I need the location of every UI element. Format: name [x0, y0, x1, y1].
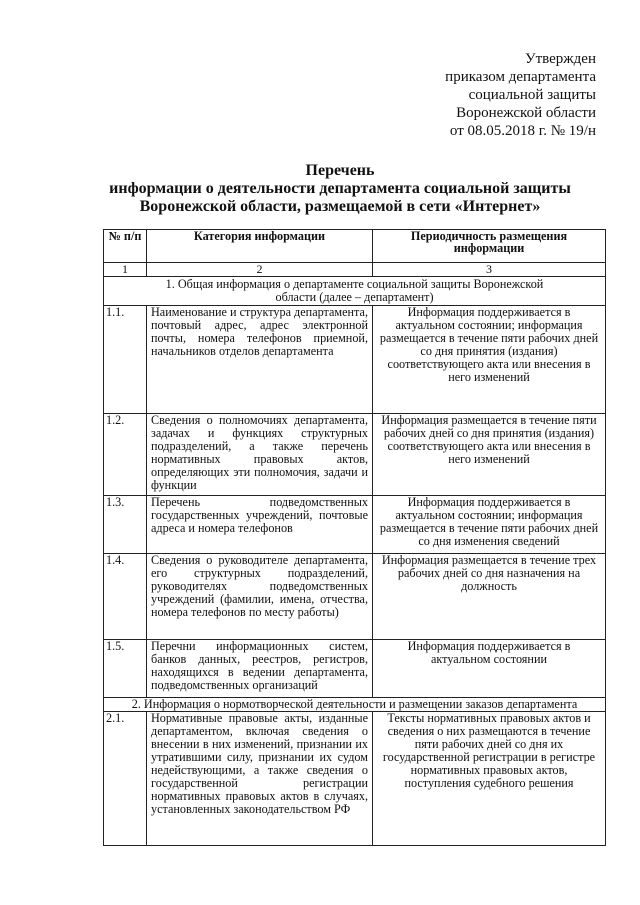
approval-line: Утвержден [524, 51, 596, 67]
approval-line: Воронежской области [456, 105, 596, 121]
row-number: 2.1. [104, 712, 147, 846]
row-periodicity: Информация поддерживается в актуальном состоянии; информация размещается в течение пяти рабочих дней со дня изменения сведений [373, 496, 606, 554]
table-row [104, 712, 606, 846]
row-number: 1.3. [104, 496, 147, 554]
row-category: Нормативные правовые акты, изданные департаментом, включая сведения о внесении в них изменений, признании их утратившими силу, признании их судом недействующими, а также сведения о государственной регистрации нормативных правовых актов в случаях, установленных законодательством РФ [147, 712, 373, 846]
header-periodicity: Периодичность размещения информации [373, 230, 606, 263]
table-row [104, 414, 606, 496]
approval-line: от 08.05.2018 г. № 19/н [449, 123, 596, 139]
row-number: 1.1. [104, 306, 147, 414]
approval-line: приказом департамента [445, 69, 596, 85]
table-row [104, 496, 606, 554]
col-number: 1 [104, 263, 147, 277]
row-category: Сведения о руководителе департамента, его структурных подразделений, руководителях подведомственных учреждений (фамилии, имена, отчества, номера телефонов по месту работы) [147, 554, 373, 640]
row-number: 1.5. [104, 640, 147, 698]
column-numbers-row [104, 263, 606, 277]
row-category: Перечень подведомственных государственных учреждений, почтовые адреса и номера телефонов [147, 496, 373, 554]
title-line: Воронежской области, размещаемой в сети «Интернет» [139, 198, 541, 215]
approval-line: социальной защиты [468, 87, 596, 103]
row-periodicity: Тексты нормативных правовых актов и сведения о них размещаются в течение пяти рабочих дней со дня их государственной регистрации в регистре нормативных правовых актов, поступления судебного решения [373, 712, 606, 846]
section-title: 2. Информация о нормотворческой деятельности и размещении заказов департамента [104, 698, 606, 712]
section-title: 1. Общая информация о департаменте социальной защиты Воронежской области (далее – департамент) [104, 277, 606, 306]
table-row [104, 306, 606, 414]
row-number: 1.2. [104, 414, 147, 496]
header-category: Категория информации [147, 230, 373, 263]
header-num: № п/п [104, 230, 147, 263]
title-line: Перечень [305, 162, 375, 179]
approval-stamp [356, 50, 596, 140]
row-periodicity: Информация поддерживается в актуальном состоянии [373, 640, 606, 698]
row-periodicity: Информация поддерживается в актуальном состоянии; информация размещается в течение пяти рабочих дней со дня принятия (издания) соответствующего акта или внесения в него изменений [373, 306, 606, 414]
table-row [104, 554, 606, 640]
row-category: Наименование и структура департамента, почтовый адрес, адрес электронной почты, номера телефонов приемной, начальников отделов департамента [147, 306, 373, 414]
row-category: Сведения о полномочиях департамента, задачах и функциях структурных подразделений, а также перечень нормативных правовых актов, определяющих эти полномочия, задачи и функции [147, 414, 373, 496]
table-row [104, 640, 606, 698]
col-number: 2 [147, 263, 373, 277]
col-number: 3 [373, 263, 606, 277]
row-category: Перечни информационных систем, банков данных, реестров, регистров, находящихся в ведении департамента, подведомственных организаций [147, 640, 373, 698]
information-table [103, 229, 606, 846]
row-periodicity: Информация размещается в течение пяти рабочих дней со дня принятия (издания) соответствующего акта или внесения в него изменений [373, 414, 606, 496]
section-row [104, 698, 606, 712]
table-header-row [104, 230, 606, 263]
row-number: 1.4. [104, 554, 147, 640]
document-title [60, 162, 620, 216]
title-line: информации о деятельности департамента социальной защиты [109, 180, 571, 197]
section-row [104, 277, 606, 306]
row-periodicity: Информация размещается в течение трех рабочих дней со дня назначения на должность [373, 554, 606, 640]
